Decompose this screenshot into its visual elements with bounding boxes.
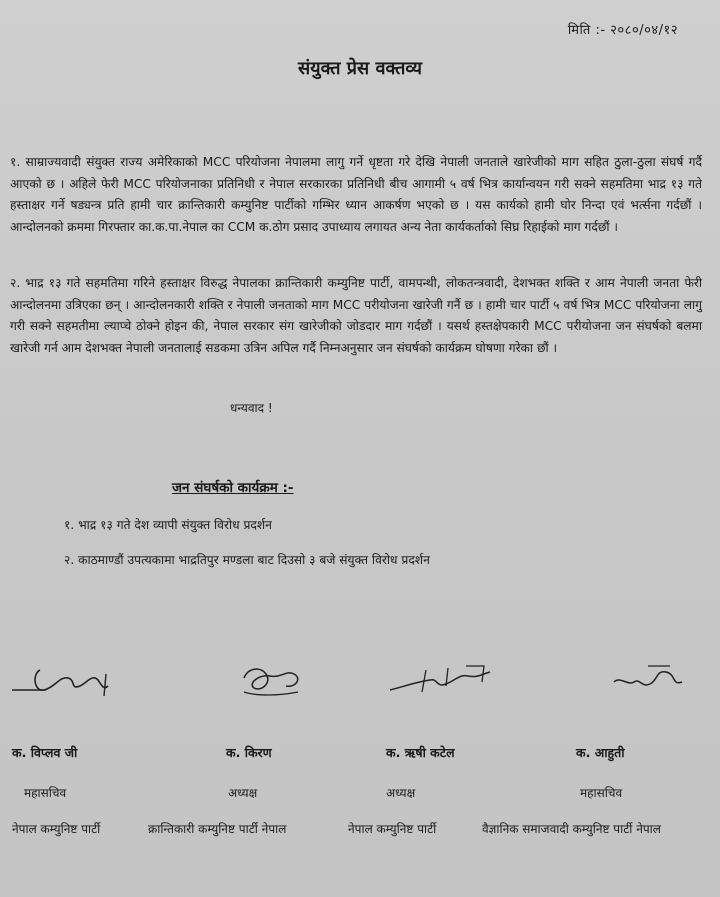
signatory-3-role: अध्यक्ष (386, 786, 416, 800)
paragraph-1: १. साम्राज्यवादी संयुक्त राज्य अमेरिकाको MCC परियोजना नेपालमा लागु गर्ने धृष्टता गरे देखि नेपाली जनताले खारेजीको माग सहित ठुला-ठुला संघर्ष गर्दै आएको छ । अहिले फेरी MCC परियोजनाका प्रतिनिधी र नेपाल सरकारका प्रतिनिधी बीच आगामी ५ वर्ष भित्र कार्यान्वयन गरी सक्ने सहमतिमा भाद्र १३ गते हस्ताक्षर गर्ने षड्यन्त्र प्रति हामी चार क्रान्तिकारी कम्युनिष्ट पार्टीको गम्भिर ध्यान आकर्षण भएको छ । यस कार्यको हामी घोर निन्दा एवं भर्त्सना गर्दछौं । आन्दोलनको क्रममा गिरफ्तार का.क.पा.नेपाल का CCM क.ठोग प्रसाद उपाध्याय लगायत अन्य नेता कार्यकर्ताको सिघ्र रिहाईको माग गर्दछौं । (10, 155, 702, 234)
signatory-1-org: नेपाल कम्युनिष्ट पार्टी (12, 822, 101, 836)
thanks-text: धन्यवाद ! (230, 401, 273, 415)
signatory-3-org: नेपाल कम्युनिष्ट पार्टी (348, 822, 437, 836)
page-title: संयुक्त प्रेस वक्तव्य (298, 58, 422, 79)
signatory-2-role: अध्यक्ष (228, 786, 258, 800)
signatory-1-name: क. विप्लव जी (12, 745, 78, 760)
signatory-2-name: क. किरण (226, 745, 272, 760)
date-text: मिति :- २०८०/०४/१२ (567, 23, 678, 38)
signatory-4-org: वैज्ञानिक समाजवादी कम्युनिष्ट पार्टी नेपाल (482, 822, 661, 836)
signatory-4-name: क. आहुती (576, 745, 625, 760)
signature-3 (386, 656, 496, 706)
signatory-3-name: क. ऋषी कटेल (386, 745, 455, 760)
program-heading: जन संघर्षको कार्यक्रम :- (172, 480, 294, 496)
signatory-1-role: महासचिव (24, 786, 67, 800)
program-item-1: १. भाद्र १३ गते देश व्यापी संयुक्त विरोध प्रदर्शन (64, 518, 272, 532)
signature-2 (238, 656, 308, 706)
signatory-2-org: क्रान्तिकारी कम्युनिष्ट पार्टी नेपाल (148, 822, 287, 836)
signature-1 (10, 656, 120, 706)
program-item-2: २. काठमाण्डौं उपत्यकामा भाद्रतिपुर मण्डला बाट दिउसो ३ बजे संयुक्त विरोध प्रदर्शन (64, 553, 430, 567)
paragraph-2: २. भाद्र १३ गते सहमतिमा गरिने हस्ताक्षर विरुद्ध नेपालका क्रान्तिकारी कम्युनिष्ट पार्टी, वामपन्थी, लोकतन्त्रवादी, देशभक्त शक्ति र आम नेपाली जनता फेरी आन्दोलनमा उत्रिएका छन् । आन्दोलनकारी शक्ति र नेपाली जनताको माग MCC परीयोजना खारेजी गर्नै छ । हामी चार पार्टी ५ वर्ष भित्र MCC परियोजना लागु गरी सक्ने सहमतीमा ल्याप्चे ठोक्ने होइन की, नेपाल सरकार संग खारेजीको जोडदार माग गर्दछौं । यसर्थ हस्तक्षेपकारी MCC परीयोजना जन संघर्षको बलमा खारेजी गर्न आम देशभक्त नेपाली जनतालाई सडकमा उत्रिन अपिल गर्दै निम्नअनुसार जन संघर्षको कार्यक्रम घोषणा गरेका छौं । (10, 276, 702, 355)
signatory-4-role: महासचिव (580, 786, 623, 800)
signature-4 (610, 656, 690, 706)
